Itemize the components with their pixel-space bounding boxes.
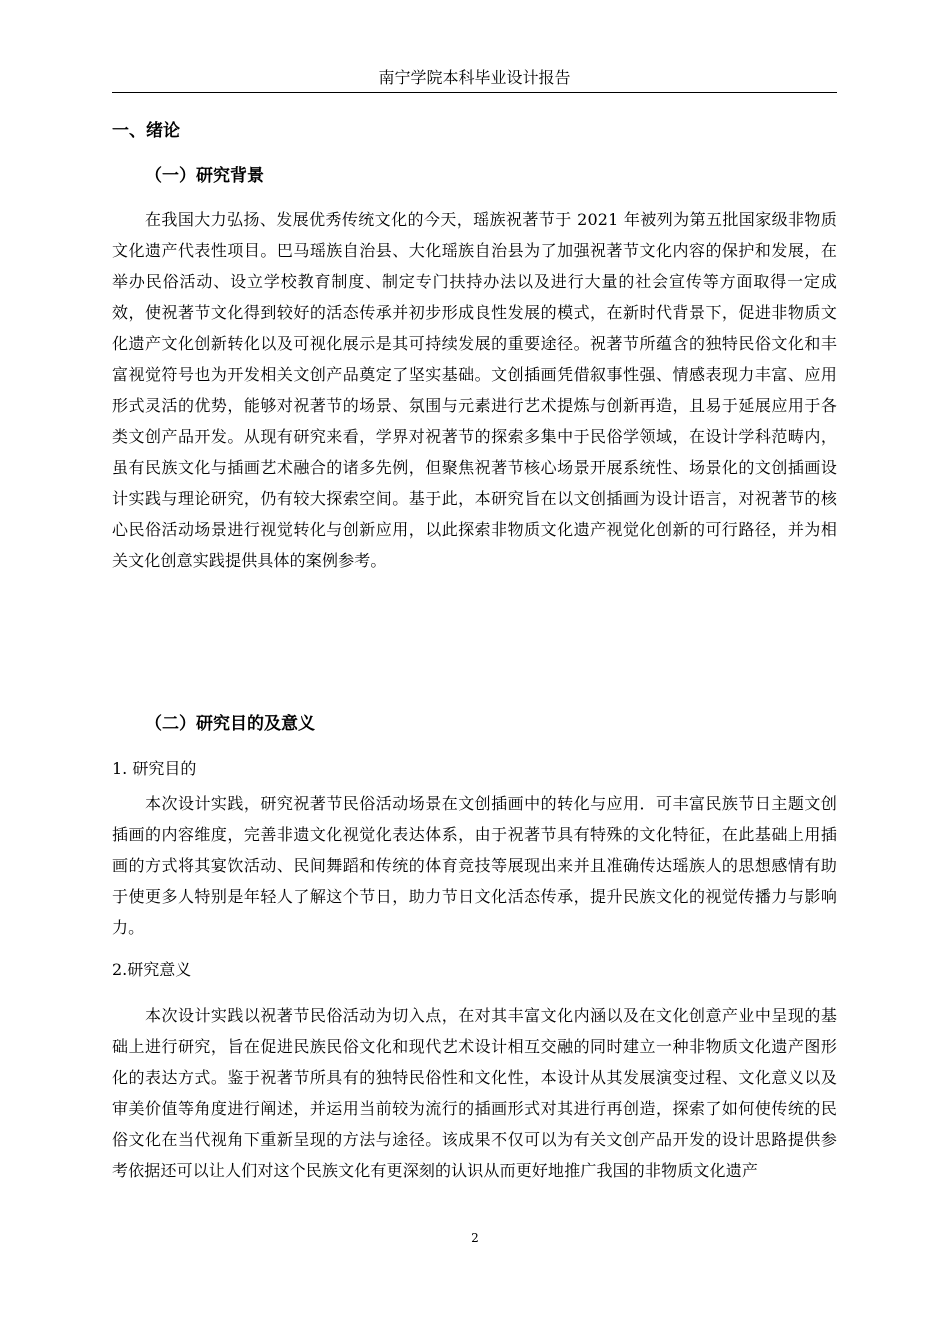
subsection-heading-background: （一）研究背景 bbox=[145, 166, 264, 186]
background-paragraph: 在我国大力弘扬、发展优秀传统文化的今天，瑶族祝著节于 2021 年被列为第五批国家级非物质文化遗产代表性项目。巴马瑶族自治县、大化瑶族自治县为了加强祝著节文化内容的保护和发展，在举办民俗活动、设立学校教育制度、制定专门扶持办法以及进行大量的社会宣传等方面取得一定成效，使祝著节文化得到较好的活态传承并初步形成良性发展的模式，在新时代背景下，促进非物质文化遗产文化创新转化以及可视化展示是其可持续发展的重要途径。祝著节所蕴含的独特民俗文化和丰富视觉符号也为开发相关文创产品奠定了坚实基础。文创插画凭借叙事性强、情感表现力丰富、应用形式灵活的优势，能够对祝著节的场景、氛围与元素进行艺术提炼与创新再造，且易于延展应用于各类文创产品开发。从现有研究来看，学界对祝著节的探索多集中于民俗学领域，在设计学科范畴内，虽有民族文化与插画艺术融合的诸多先例，但聚焦祝著节核心场景开展系统性、场景化的文创插画设计实践与理论研究，仍有较大探索空间。基于此，本研究旨在以文创插画为设计语言，对祝著节的核心民俗活动场景进行视觉转化与创新应用，以此探索非物质文化遗产视觉化创新的可行路径，并为相关文化创意实践提供具体的案例参考。 bbox=[112, 210, 837, 570]
research-significance-paragraph: 本次设计实践以祝著节民俗活动为切入点，在对其丰富文化内涵以及在文化创意产业中呈现的基础上进行研究，旨在促进民族民俗文化和现代艺术设计相互交融的同时建立一种非物质文化遗产图形化的表达方式。鉴于祝著节所具有的独特民俗性和文化性，本设计从其发展演变过程、文化意义以及审美价值等角度进行阐述，并运用当前较为流行的插画形式对其进行再创造，探索了如何使传统的民俗文化在当代视角下重新呈现的方法与途径。该成果不仅可以为有关文创产品开发的设计思路提供参考依据还可以让人们对这个民族文化有更深刻的认识从而更好地推广我国的非物质文化遗产 bbox=[112, 1006, 837, 1180]
subsection-heading-purpose-significance: （二）研究目的及意义 bbox=[145, 714, 315, 734]
sub-heading-research-purpose: 1. 研究目的 bbox=[112, 759, 197, 778]
page-header-title: 南宁学院本科毕业设计报告 bbox=[378, 68, 571, 87]
sub-heading-research-significance: 2.研究意义 bbox=[112, 960, 192, 979]
section-heading-introduction: 一、绪论 bbox=[112, 121, 180, 141]
header-divider bbox=[112, 92, 837, 93]
page-number: 2 bbox=[471, 1231, 479, 1245]
research-purpose-paragraph: 本次设计实践，研究祝著节民俗活动场景在文创插画中的转化与应用．可丰富民族节日主题文创插画的内容维度，完善非遗文化视觉化表达体系，由于祝著节具有特殊的文化特征，在此基础上用插画的方式将其宴饮活动、民间舞蹈和传统的体育竞技等展现出来并且准确传达瑶族人的思想感情有助于使更多人特别是年轻人了解这个节日，助力节日文化活态传承，提升民族文化的视觉传播力与影响力。 bbox=[112, 794, 837, 937]
